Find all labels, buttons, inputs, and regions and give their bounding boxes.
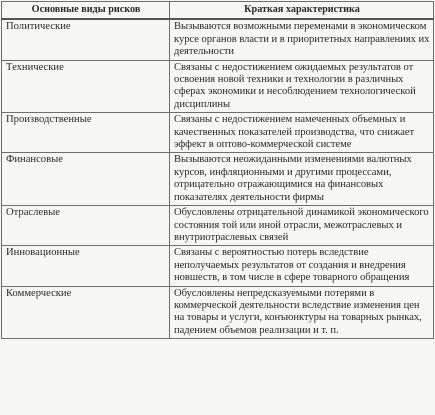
table-row: [2, 286, 434, 339]
risk-types-table: [1, 1, 434, 339]
table-row: [2, 60, 434, 113]
risk-description-cell: Связаны с недостижением ожидаемых результатов от освоения новой техники и технологии в различных сферах экономики и несоблюдением технологической дисциплины: [170, 60, 434, 113]
table-row: [2, 206, 434, 246]
risk-type-cell: Финансовые: [2, 153, 170, 206]
risk-type-cell: Производственные: [2, 113, 170, 153]
risk-type-cell: Отраслевые: [2, 206, 170, 246]
table-row: [2, 246, 434, 286]
risk-description-cell: Вызываются возможными переменами в экономическом курсе органов власти и в приоритетных направлениях их деятельности: [170, 19, 434, 60]
column-header-characteristics: Краткая характеристика: [170, 2, 434, 20]
table-row: [2, 153, 434, 206]
risk-type-cell: Инновационные: [2, 246, 170, 286]
risk-type-cell: Технические: [2, 60, 170, 113]
risk-type-cell: Политические: [2, 19, 170, 60]
risk-description-cell: Связаны с вероятностью потерь вследствие неполучаемых результатов от создания и внедрения новшеств, в том числе в сфере товарного обращения: [170, 246, 434, 286]
table-header-row: [2, 2, 434, 20]
risk-description-cell: Обусловлены отрицательной динамикой экономического состояния той или иной отрасли, межотраслевых и внутриотраслевых связей: [170, 206, 434, 246]
table-row: [2, 19, 434, 60]
risk-description-cell: Вызываются неожиданными изменениями валютных курсов, инфляционными и другими процессами, отрицательно отражающимися на финансовых показателях деятельности фирмы: [170, 153, 434, 206]
table-row: [2, 113, 434, 153]
column-header-risk-types: Основные виды рисков: [2, 2, 170, 20]
risk-description-cell: Связаны с недостижением намеченных объемных и качественных показателей производства, что снижает эффект в оптово-коммерческой системе: [170, 113, 434, 153]
risk-description-cell: Обусловлены непредсказуемыми потерями в коммерческой деятельности вследствие изменения цен на товары и услуги, конъюнктуры на товарных рынках, падением объемов реализации и т. п.: [170, 286, 434, 339]
risk-type-cell: Коммерческие: [2, 286, 170, 339]
